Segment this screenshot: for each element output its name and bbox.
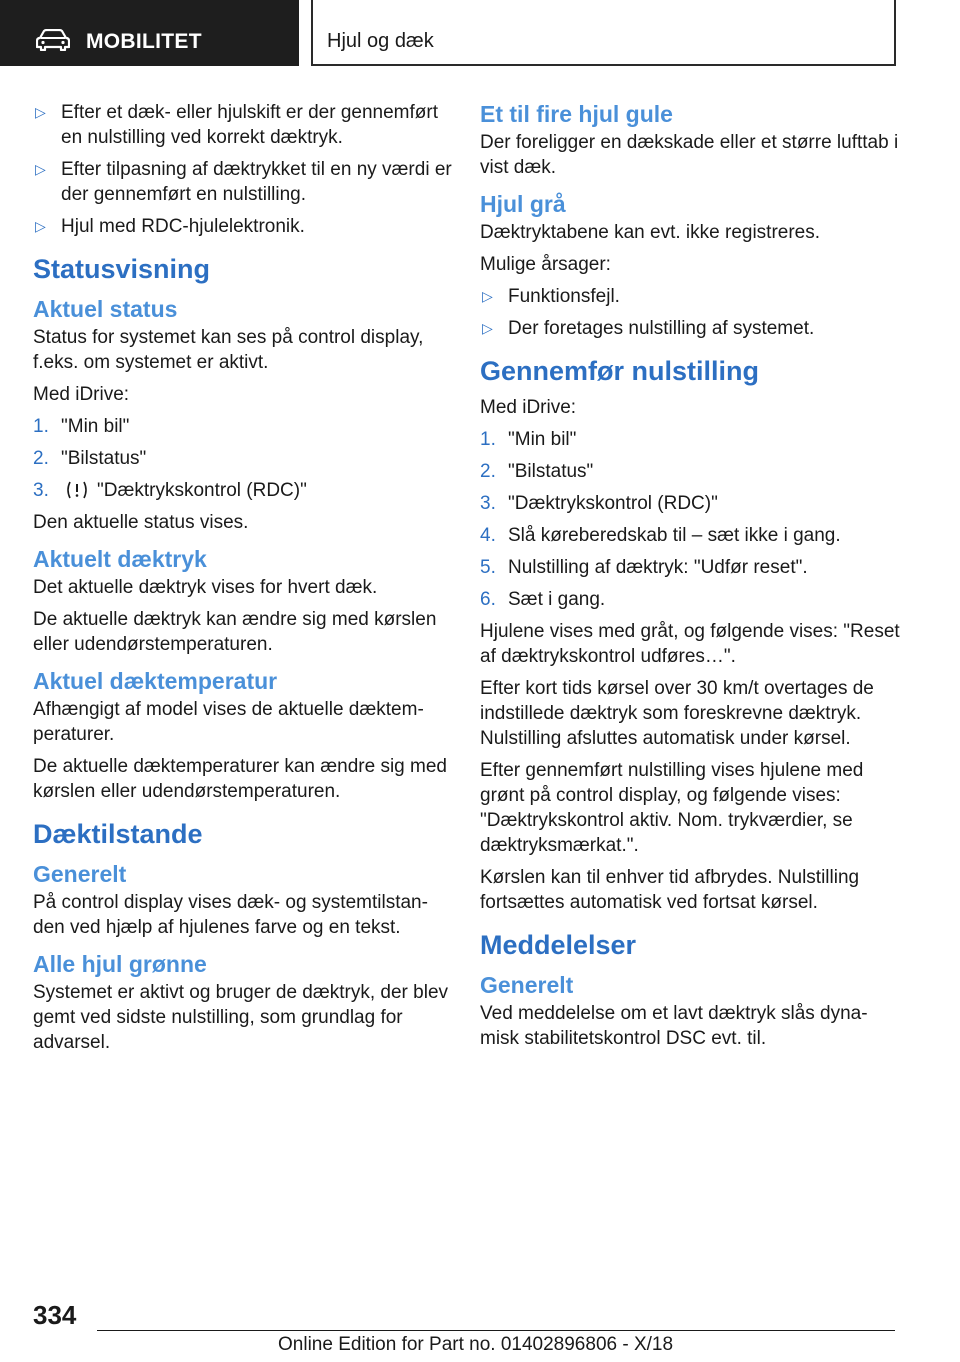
heading-statusvisning: Statusvisning: [33, 254, 211, 284]
triangle-bullet-icon: ▷: [35, 161, 46, 177]
footer-divider: [97, 1330, 895, 1331]
tire-pressure-warning-icon: [65, 480, 89, 500]
step-item: 2. "Bilstatus": [33, 448, 147, 469]
list-item: ▷ Efter tilpasning af dæktrykket til en ny værdi er der gennemført en nulstilling.: [35, 159, 452, 205]
paragraph: Efter kort tids kørsel over 30 km/t overtages de indstillede dæktryk som foreskrevne dæktryk. Nulstilling afsluttes automatisk under kørsel.: [480, 678, 874, 749]
paragraph: Den aktuelle status vises.: [33, 512, 249, 533]
heading-et-til-fire-hjul-gule: Et til fire hjul gule: [480, 101, 673, 127]
paragraph: Med iDrive:: [33, 384, 130, 405]
step-item: 1. "Min bil": [480, 429, 577, 450]
paragraph: De aktuelle dæktemperaturer kan ændre sig med kørslen eller udendørstemperaturen.: [33, 756, 447, 802]
paragraph: Det aktuelle dæktryk vises for hvert dæk.: [33, 577, 378, 598]
triangle-bullet-icon: ▷: [482, 288, 493, 304]
car-icon: [36, 29, 70, 51]
triangle-bullet-icon: ▷: [482, 320, 493, 336]
paragraph: Dæktryktabene kan evt. ikke registreres.: [480, 222, 821, 243]
section-name: MOBILITET: [86, 30, 202, 53]
triangle-bullet-icon: ▷: [35, 104, 46, 120]
paragraph: Der foreligger en dækskade eller et større lufttab i vist dæk.: [480, 132, 899, 178]
paragraph: Afhængigt af model vises de aktuelle dæktemperaturer.: [33, 699, 424, 745]
list-item: ▷ Hjul med RDC-hjulelektronik.: [35, 216, 305, 237]
heading-generelt: Generelt: [33, 861, 127, 887]
step-item: 4. Slå køreberedskab til – sæt ikke i gang.: [480, 525, 841, 546]
page-number: 334: [33, 1300, 77, 1330]
heading-alle-hjul-gronne: Alle hjul grønne: [33, 951, 207, 977]
right-column: [480, 100, 900, 1058]
edition-note: Online Edition for Part no. 01402896806 - X/18: [278, 1334, 674, 1355]
heading-gennemfor-nulstilling: Gennemfør nulstilling: [480, 356, 760, 386]
paragraph: Kørslen kan til enhver tid afbrydes. Nulstilling fortsættes automatisk ved fortsat kørsel.: [480, 867, 860, 913]
paragraph: Efter gennemført nulstilling vises hjulene med grønt på control display, og følgende vises: "Dæktrykskontrol aktiv. Nom. trykværdier, se dæktryksmærkat.".: [480, 760, 864, 856]
left-column: [33, 100, 453, 1062]
step-item: 5. Nulstilling af dæktryk: "Udfør reset".: [480, 557, 808, 578]
reset-conditions-list: [33, 100, 453, 239]
paragraph: På control display vises dæk- og systemtilstanden ved hjælp af hjulenes farve og en tekst.: [33, 892, 428, 938]
heading-aktuel-status: Aktuel status: [33, 296, 178, 322]
step-item: 3. "Dæktrykskontrol (RDC)": [33, 480, 307, 501]
paragraph: Ved meddelelse om et lavt dæktryk slås dynamisk stabilitetskontrol DSC evt. til.: [480, 1003, 868, 1049]
step-item: 3. "Dæktrykskontrol (RDC)": [480, 493, 718, 514]
triangle-bullet-icon: ▷: [35, 218, 46, 234]
heading-daektilstande: Dæktilstande: [33, 819, 203, 849]
heading-generelt: Generelt: [480, 972, 574, 998]
list-item: ▷ Der foretages nulstilling af systemet.: [482, 318, 815, 339]
steps-list: [480, 427, 900, 612]
heading-meddelelser: Meddelelser: [480, 930, 637, 960]
step-item: 1. "Min bil": [33, 416, 130, 437]
paragraph: Med iDrive:: [480, 397, 577, 418]
paragraph: De aktuelle dæktryk kan ændre sig med kørslen eller udendørstemperaturen.: [33, 609, 437, 655]
header-topic-box: [311, 0, 896, 66]
paragraph: Status for systemet kan ses på control display, f.eks. om systemet er aktivt.: [33, 327, 424, 373]
heading-aktuelt-daektryk: Aktuelt dæktryk: [33, 546, 207, 572]
paragraph: Systemet er aktivt og bruger de dæktryk, der blev gemt ved sidste nulstilling, som grundlag for advarsel.: [33, 982, 449, 1053]
step-item: 6. Sæt i gang.: [480, 589, 606, 610]
paragraph: Hjulene vises med gråt, og følgende vises: "Reset af dæktrykskontrol udføres…".: [480, 621, 900, 667]
causes-list: [480, 284, 900, 341]
heading-aktuel-daektemperatur: Aktuel dæktemperatur: [33, 668, 278, 694]
paragraph: Mulige årsager:: [480, 254, 611, 275]
list-item: ▷ Efter et dæk- eller hjulskift er der gennemført en nulstilling ved korrekt dæktryk.: [35, 102, 438, 148]
step-item: 2. "Bilstatus": [480, 461, 594, 482]
header-section-tab: [0, 0, 299, 66]
list-item: ▷ Funktionsfejl.: [482, 286, 620, 307]
page-topic: Hjul og dæk: [327, 30, 434, 52]
heading-hjul-graa: Hjul grå: [480, 191, 566, 217]
steps-list: [33, 414, 453, 503]
